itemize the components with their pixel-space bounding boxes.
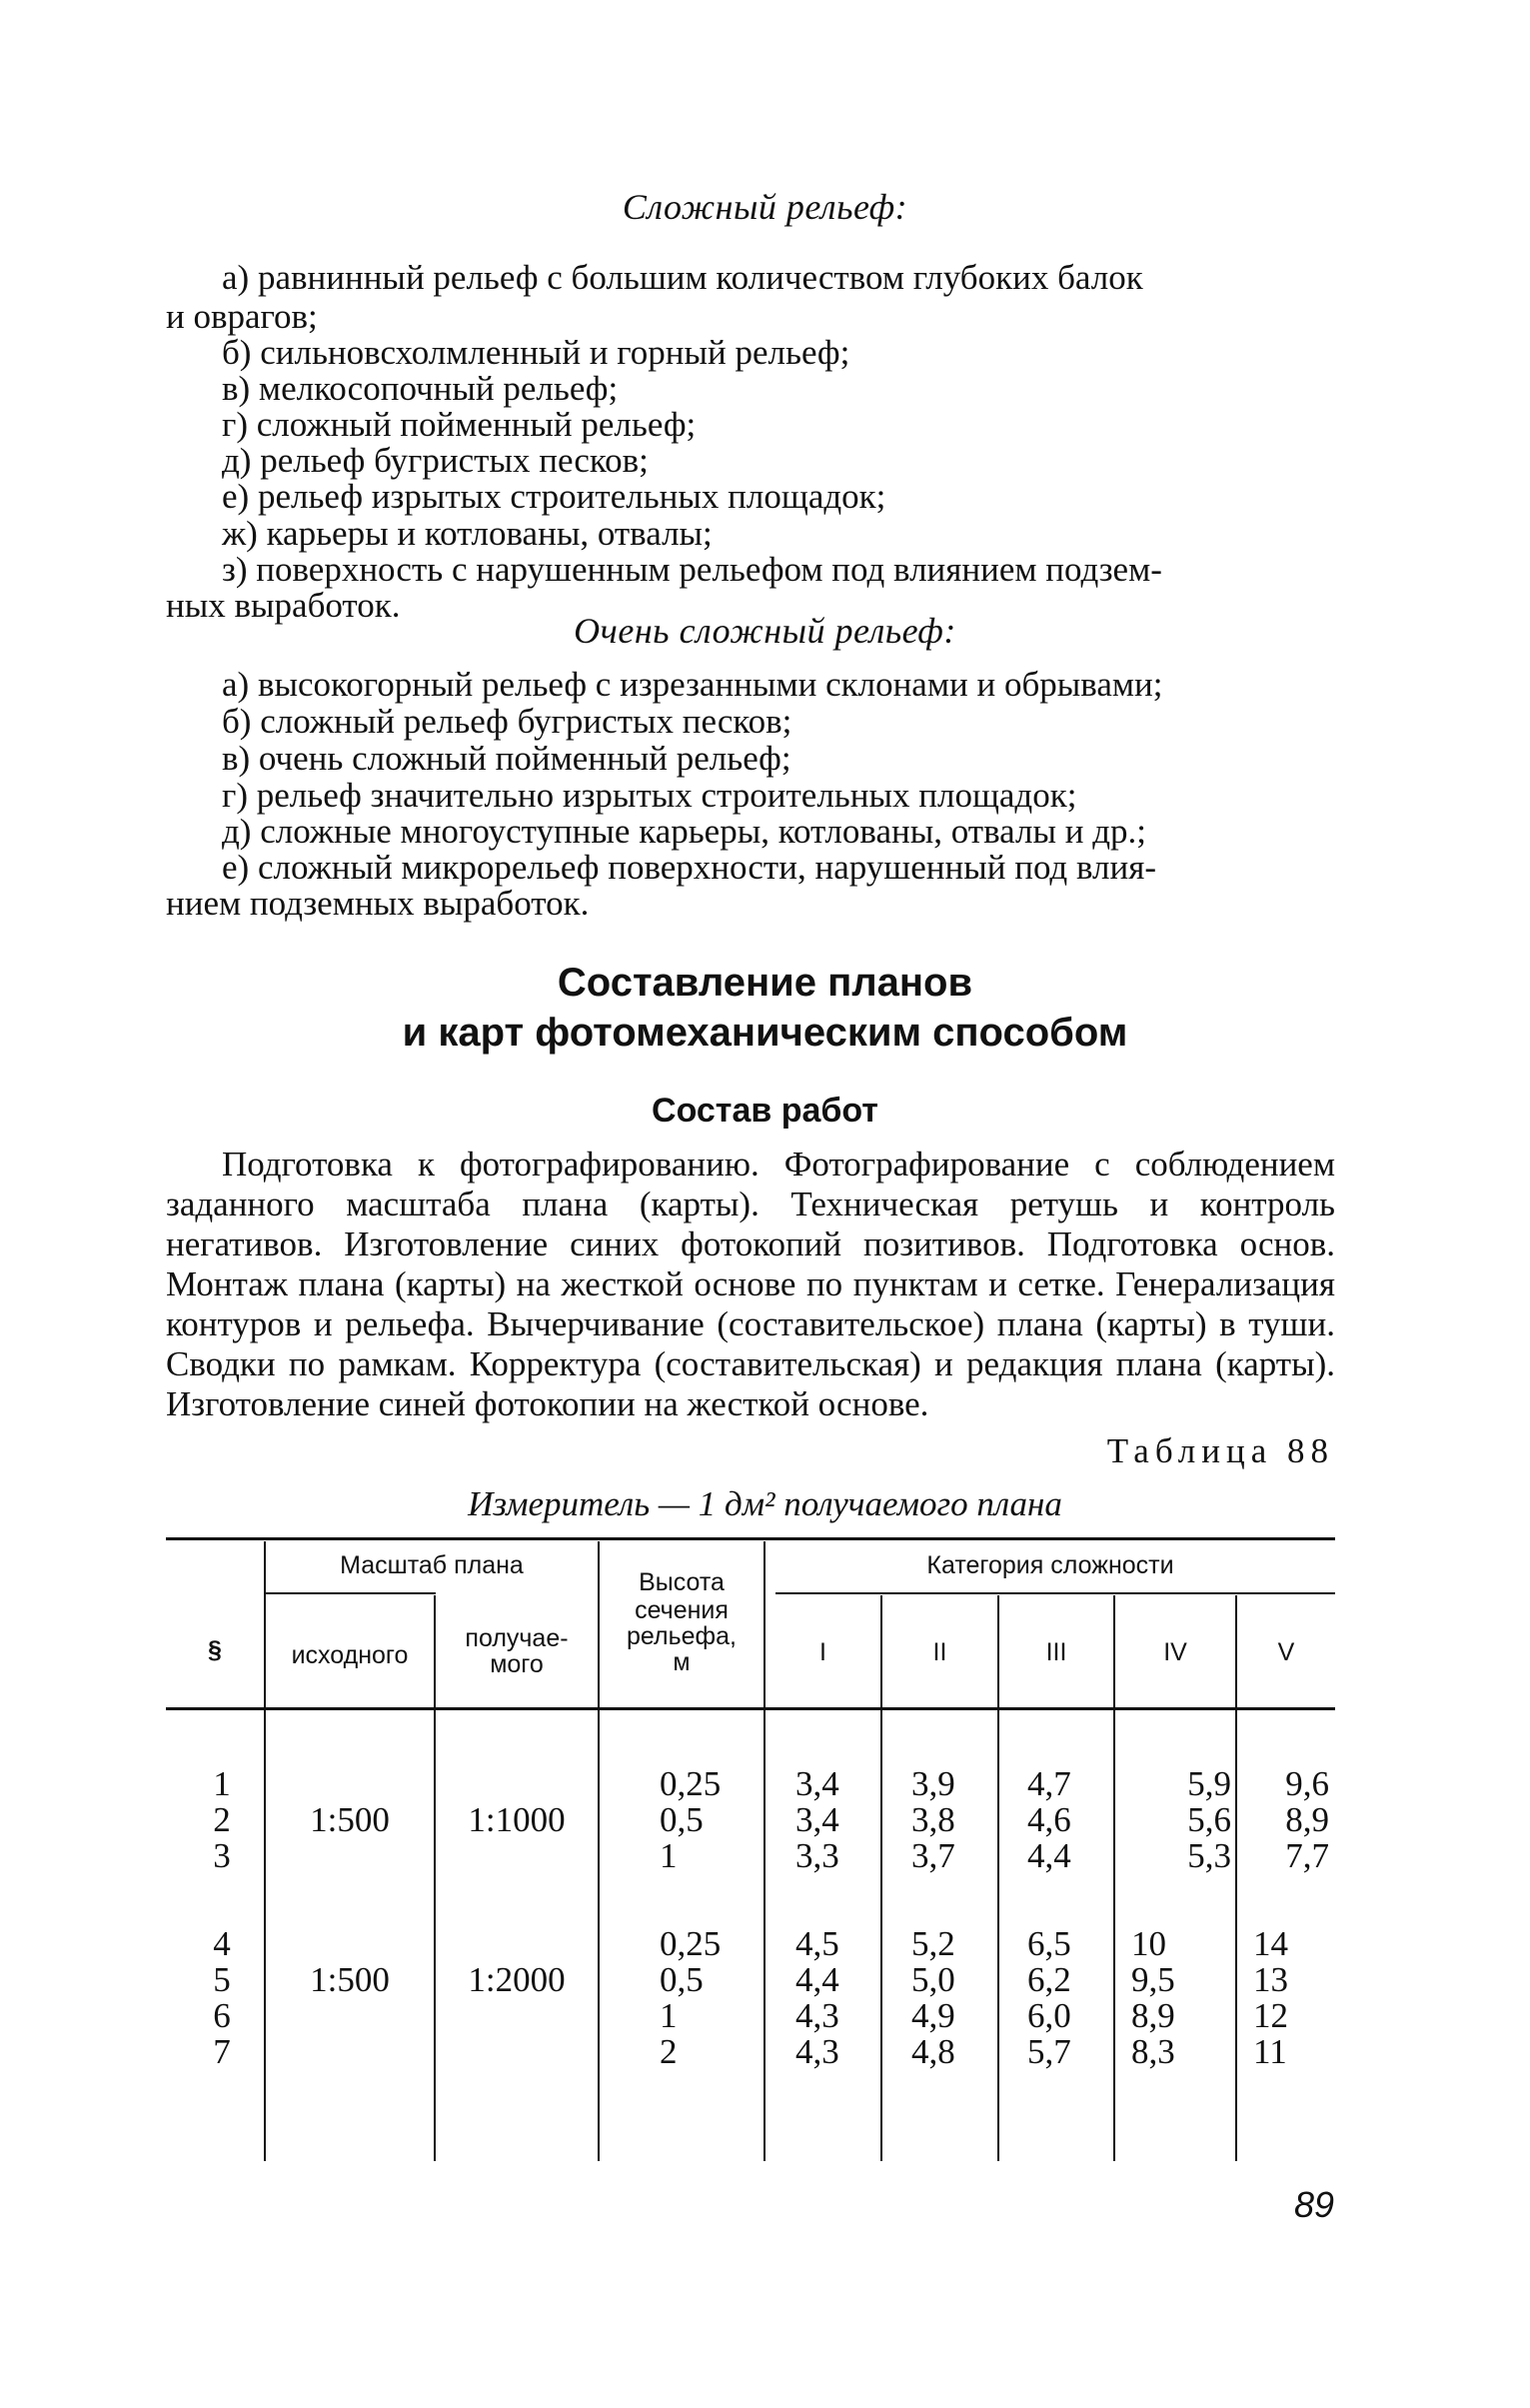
header-section-sign: §	[208, 1636, 222, 1664]
list-item: д) сложные многоуступные карьеры, котлованы, отвалы и др.;	[222, 812, 1146, 851]
list-item-continuation: и оврагов;	[166, 297, 318, 336]
scale-source-cell: 1:500	[310, 1800, 390, 1839]
header-category-1: I	[819, 1638, 826, 1666]
col-rule	[434, 1595, 436, 2161]
list-item: в) мелкосопочный рельеф;	[222, 369, 619, 408]
list-item: е) сложный микрорельеф поверхности, нарушенный под влия-	[222, 848, 1157, 887]
list-item: б) сложный рельеф бугристых песков;	[222, 702, 792, 741]
list-item: г) рельеф значительно изрытых строительных площадок;	[222, 776, 1077, 815]
header-category-2: II	[932, 1638, 947, 1666]
col-rule	[264, 1541, 266, 2161]
list-item: е) рельеф изрытых строительных площадок;	[222, 477, 886, 516]
norm-table	[166, 1537, 1335, 2169]
scale-result-cell: 1:1000	[468, 1800, 566, 1839]
table-top-rule	[166, 1537, 1335, 1540]
list-item: ж) карьеры и котлованы, отвалы;	[222, 514, 713, 553]
category-2-cells: 5,2 5,0 4,9 4,8	[911, 1924, 955, 2071]
row-ids: 1 2 3	[213, 1764, 231, 1875]
category-5-cells: 14 13 12 11	[1253, 1924, 1288, 2071]
chapter-title-line1: Составление планов	[557, 961, 973, 1005]
header-height-l2: сечения	[635, 1596, 729, 1624]
header-height-l3: рельефа,	[627, 1622, 737, 1650]
list-item: г) сложный пойменный рельеф;	[222, 405, 697, 444]
header-bottom-rule	[166, 1707, 1335, 1710]
height-cells: 0,25 0,5 1 2	[660, 1924, 722, 2071]
list-item: з) поверхность с нарушенным рельефом под влиянием подзем-	[222, 550, 1162, 589]
header-category-5: V	[1277, 1638, 1295, 1666]
list-item: а) равнинный рельеф с большим количеством глубоких балок	[222, 258, 1143, 297]
list-item-continuation: ных выработок.	[166, 586, 401, 625]
scale-result-cell: 1:2000	[468, 1960, 566, 1999]
category-4-cells: 10 9,5 8,9 8,3	[1131, 1924, 1175, 2071]
category-3-cells: 4,7 4,6 4,4	[1027, 1764, 1071, 1875]
list-item: в) очень сложный пойменный рельеф;	[222, 739, 791, 778]
col-rule	[1235, 1595, 1237, 2161]
list-item: а) высокогорный рельеф с изрезанными склонами и обрывами;	[222, 665, 1163, 704]
page-number: 89	[1293, 2184, 1334, 2225]
header-category-3: III	[1045, 1638, 1067, 1666]
header-height-l4: м	[673, 1648, 691, 1676]
category-5-cells: 9,6 8,9 7,7	[1285, 1764, 1329, 1875]
section-heading-complex: Сложный рельеф:	[622, 187, 908, 227]
category-2-cells: 3,9 3,8 3,7	[911, 1764, 955, 1875]
header-scale-source: исходного	[291, 1641, 409, 1669]
header-scale-result-l2: мого	[490, 1650, 544, 1678]
height-cells: 0,25 0,5 1	[660, 1764, 722, 1875]
list-item-continuation: нием подземных выработок.	[166, 884, 590, 923]
header-category-4: IV	[1163, 1638, 1187, 1666]
category-4-cells: 5,9 5,6 5,3	[1187, 1764, 1231, 1875]
category-group-rule	[775, 1592, 1335, 1594]
col-rule	[997, 1595, 999, 2161]
work-description: Подготовка к фотографированию. Фотографирование с соблюдением заданного масштаба плана (карты). Техническая ретушь и контроль негативов. Изготовление синих фотокопий позитивов. Подготовка основ. Монтаж плана (карты) на жесткой основе по пунктам и сетке. Генерализация контуров и рельефа. Вычерчивание (составительское) плана (карты) в туши. Сводки по рамкам. Корректура (составительская) и редакция плана (карты). Изготовление синей фотокопии на жесткой основе.	[166, 1145, 1335, 1423]
category-3-cells: 6,5 6,2 6,0 5,7	[1027, 1924, 1071, 2071]
scale-group-rule	[266, 1592, 436, 1594]
chapter-title-line2: и карт фотомеханическим способом	[402, 1011, 1128, 1055]
header-height-l1: Высота	[639, 1568, 725, 1596]
header-category-group: Категория сложности	[926, 1551, 1174, 1579]
chapter-subtitle: Состав работ	[652, 1092, 878, 1130]
table-caption: Измеритель — 1 дм² получаемого плана	[468, 1484, 1062, 1523]
col-rule	[1113, 1595, 1115, 2161]
col-rule	[764, 1541, 765, 2161]
section-heading-very-complex: Очень сложный рельеф:	[574, 611, 956, 651]
category-1-cells: 3,4 3,4 3,3	[795, 1764, 839, 1875]
header-scale-result-l1: получае-	[465, 1624, 569, 1652]
table-number: Таблица 88	[1106, 1431, 1334, 1470]
list-item: д) рельеф бугристых песков;	[222, 441, 649, 480]
category-1-cells: 4,5 4,4 4,3 4,3	[795, 1924, 839, 2071]
row-ids: 4 5 6 7	[213, 1924, 231, 2071]
col-rule	[880, 1595, 882, 2161]
scale-source-cell: 1:500	[310, 1960, 390, 1999]
header-scale-group: Масштаб плана	[340, 1551, 524, 1579]
list-item: б) сильновсхолмленный и горный рельеф;	[222, 333, 850, 372]
